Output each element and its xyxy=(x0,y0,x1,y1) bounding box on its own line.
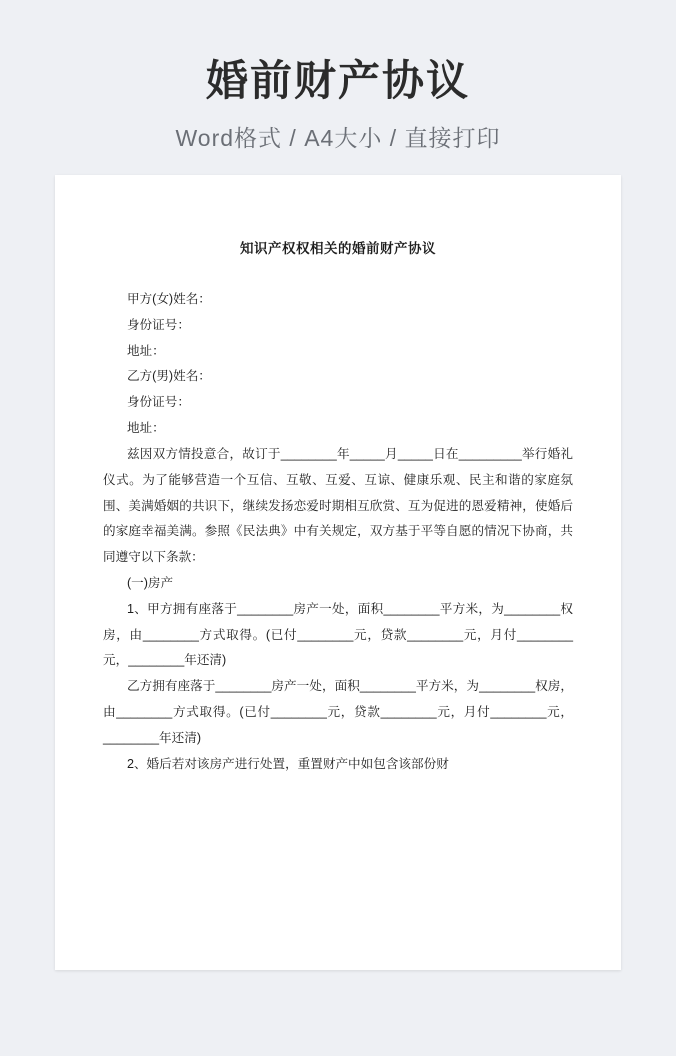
field-party-b-name: 乙方(男)姓名： xyxy=(126,369,211,384)
banner-title: 婚前财产协议 xyxy=(205,57,470,104)
field-party-a-id: 身份证号： xyxy=(126,317,190,332)
section-heading-property: (一)房产 xyxy=(126,575,174,590)
banner xyxy=(0,0,676,153)
banner-subtitle: Word格式 / A4大小 / 直接打印 xyxy=(175,125,501,152)
field-party-b-id: 身份证号： xyxy=(126,395,190,410)
clause-1-party-a-property: 1、甲方拥有座落于________房产一处，面积________平方米，为________权房，由________方式取得。(已付________元，贷款________元，月付________元，________年还清) xyxy=(103,601,573,668)
field-party-a-name: 甲方(女)姓名： xyxy=(126,292,211,306)
document-title: 知识产权权相关的婚前财产协议 xyxy=(240,241,436,256)
paragraph-preamble: 兹因双方情投意合，故订于________年_____月_____日在_________举行婚礼仪式。为了能够营造一个互信、互敬、互爱、互谅、健康乐观、民主和谐的家庭氛围、美满婚姻的共识下，继续发扬恋爱时期相互欣赏、互为促进的恩爱精神，使婚后的家庭幸福美满。参照《民法典》中有关规定，双方基于平等自愿的情况下协商，共同遵守以下条款： xyxy=(103,446,573,565)
clause-1-party-b-property: 乙方拥有座落于________房产一处，面积________平方米，为________权房，由________方式取得。(已付________元，贷款________元，月付________元，________年还清) xyxy=(103,679,573,745)
field-party-b-address: 地址： xyxy=(126,421,165,436)
document-body xyxy=(103,287,573,777)
field-party-a-address: 地址： xyxy=(126,343,165,358)
document-sheet xyxy=(55,175,621,970)
clause-2-property-disposal: 2、婚后若对该房产进行处置，重置财产中如包含该部份财 xyxy=(126,756,449,771)
